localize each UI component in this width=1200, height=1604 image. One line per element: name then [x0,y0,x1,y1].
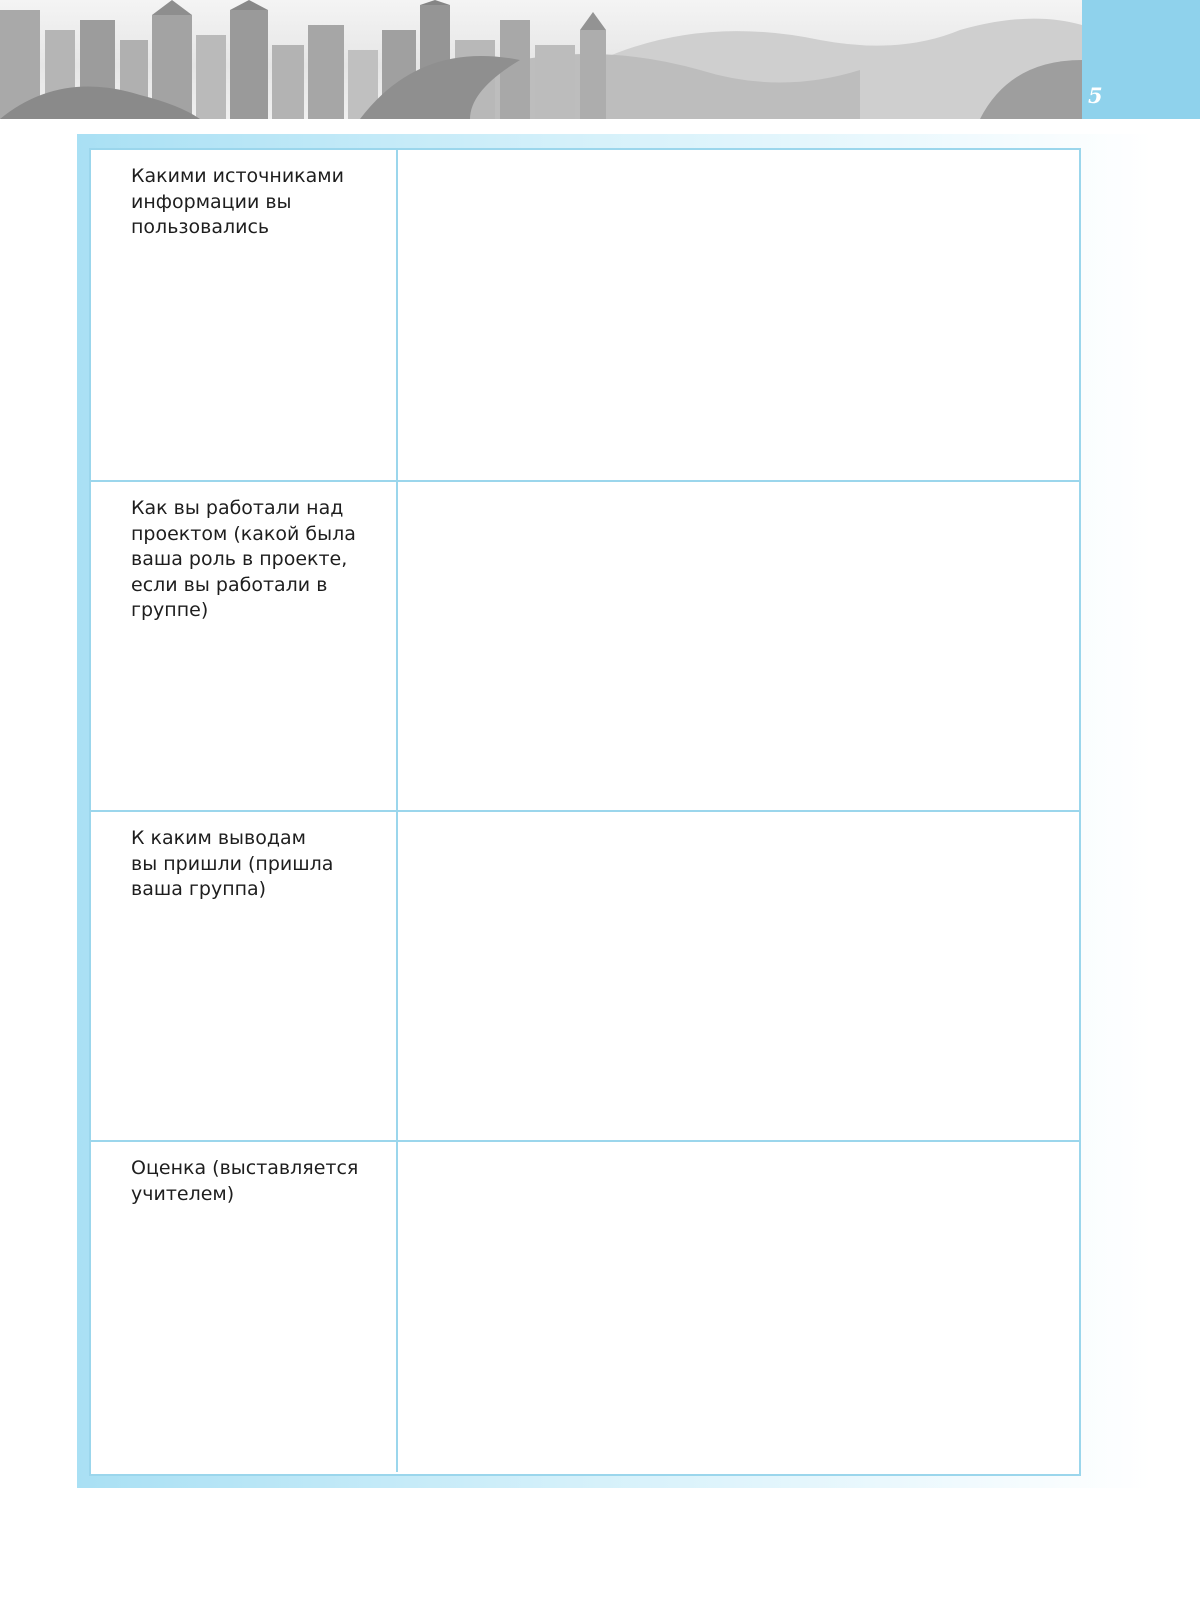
header-illustration [0,0,1082,119]
table-row [91,1140,1079,1472]
answer-cell-sources[interactable] [398,150,1079,480]
label-cell [91,150,398,480]
table-row [91,480,1079,812]
town-landscape-image [0,0,1082,119]
table-row [91,810,1079,1142]
label-cell [91,482,398,812]
table-row [91,150,1079,480]
label-cell [91,812,398,1142]
page-number: 5 [1088,83,1103,108]
row-label-grade: Оценка (выставляется учителем) [131,1157,359,1205]
answer-cell-work[interactable] [398,482,1079,812]
label-cell [91,1142,398,1472]
row-label-work: Как вы работали над проектом (какой была ваша роль в проекте, если вы работали в группе) [131,497,356,621]
answer-cell-conclusions[interactable] [398,812,1079,1142]
row-label-sources: Какими источниками информации вы пользовались [131,165,344,238]
answer-cell-grade[interactable] [398,1142,1079,1472]
project-table [89,148,1081,1476]
row-label-conclusions: К каким выводам вы пришли (пришла ваша группа) [131,827,334,900]
